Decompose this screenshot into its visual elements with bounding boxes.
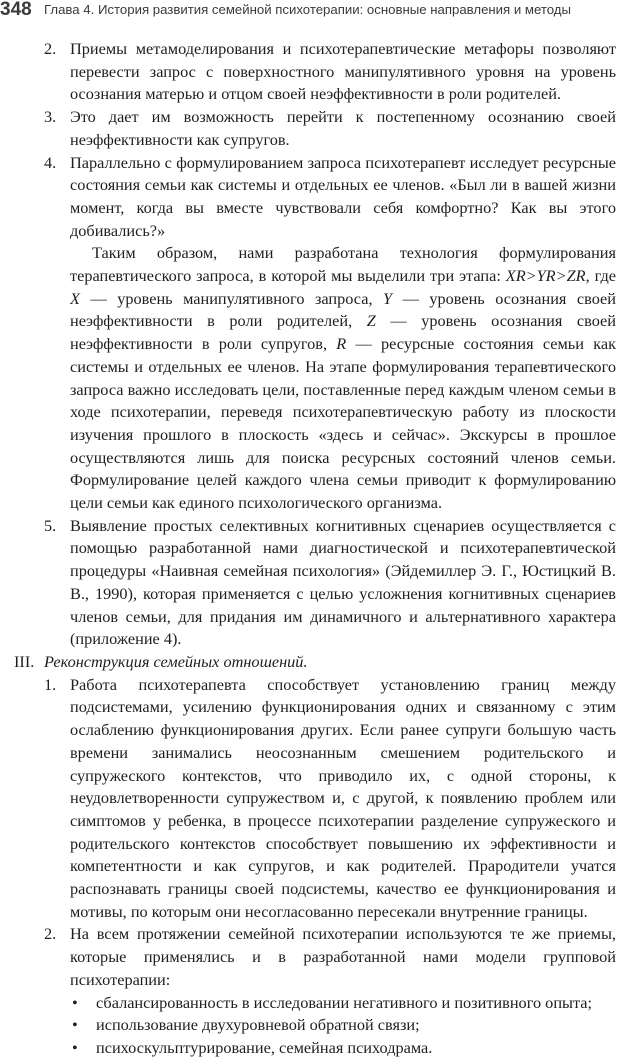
- var-r: R: [336, 334, 347, 354]
- para-text: — уровень манипулятивного запроса,: [79, 288, 384, 308]
- list-item: [0, 106, 616, 151]
- list-item: [0, 152, 616, 243]
- bullet-icon: •: [72, 992, 78, 1012]
- item-number: 3.: [44, 107, 57, 127]
- list-item: [0, 515, 616, 651]
- section-number: III.: [14, 651, 35, 671]
- item-number: 1.: [44, 674, 57, 694]
- section-title: Реконструкция семейных отношений.: [44, 651, 308, 671]
- page-header: [0, 0, 620, 22]
- item-number: 5.: [44, 515, 57, 535]
- item-text: Это дает им возможность перейти к постепенному осознанию своей неэффективности как супругов.: [70, 107, 616, 149]
- page-number: 348: [0, 0, 32, 20]
- para-text: , где: [585, 266, 616, 286]
- item-number: 2.: [44, 39, 57, 58]
- formula: XR>YR>ZR: [505, 266, 586, 286]
- para-text: Таким образом, нами разработана технология формулирования терапевтического запроса, в которой мы выделили три этапа:: [70, 243, 616, 286]
- summary-paragraph: [0, 242, 616, 514]
- running-title: Глава 4. История развития семейной психотерапии: основные направления и методы: [44, 2, 571, 17]
- bullet-item: [0, 1037, 616, 1060]
- bullet-text: использование двухуровневой обратной связи;: [96, 1015, 420, 1035]
- bullet-item: [0, 992, 616, 1015]
- bullet-icon: •: [72, 1015, 78, 1035]
- list-item: [0, 674, 616, 924]
- section-heading: [0, 651, 620, 674]
- bullet-text: психоскульптурирование, семейная психодрама.: [96, 1037, 433, 1057]
- page-body: [0, 38, 620, 1060]
- item-number: 4.: [44, 152, 57, 172]
- list-item: [0, 38, 616, 106]
- item-text: На всем протяжении семейной психотерапии используются те же приемы, которые применялись и в разработанной нами модели групповой психотерапии:: [70, 924, 616, 989]
- list-item: [0, 923, 616, 991]
- item-number: 2.: [44, 924, 57, 944]
- bullet-text: сбалансированность в исследовании негативного и позитивного опыта;: [96, 992, 593, 1012]
- bullet-item: [0, 1014, 616, 1037]
- var-y: Y: [383, 288, 393, 308]
- var-x: X: [70, 288, 80, 308]
- var-z: Z: [366, 311, 376, 331]
- item-text: Работа психотерапевта способствует установлению границ между подсистемами, усилению функционирования одних и связанному с этим ослаблению функционирования других. Если ранее супруги большую часть времени занимались неосознанным смешением родительского и супружеского контекстов, что приводило их, с одной стороны, к неудовлетворенности супружеством и, с другой, к появлению проблем или симптомов у ребенка, в процессе психотерапии разделение супружеского и родительского контекстов способствует повышению их эффективности и компетентности и как супругов, и как родителей. Прародители учатся распознавать границы своей подсистемы, качество ее функционирования и мотивы, по которым они несогласованно пересекали внутренние границы.: [70, 674, 616, 921]
- para-text: — ресурсные состояния семьи как системы и отдельных ее членов. На этапе формулирования терапевтического запроса важно исследовать цели, поставленные перед каждым членом семьи в ходе психотерапии, переведя психотерапевтическую работу из плоскости изучения прошлого в плоскость «здесь и сейчас». Экскурсы в прошлое осуществляются лишь для поиска ресурсных состояний членов семьи. Формулирование целей каждого члена семьи приводит к формулированию цели семьи как единого психологического организма.: [70, 334, 616, 513]
- para-text: — уровень осознания своей неэффективности в роли родителей,: [70, 288, 616, 331]
- item-text: Приемы метамоделирования и психотерапевтические метафоры позволяют перевести запрос с поверхностного манипулятивного уровня на уровень осознания матерью и отцом своей неэффективности в роли родителей.: [70, 39, 616, 104]
- bullet-icon: •: [72, 1037, 78, 1057]
- item-text: Выявление простых селективных когнитивных сценариев осуществляется с помощью разработанной нами диагностической и психотерапевтической процедуры «Наивная семейная психология» (Эйдемиллер Э. Г., Юстицкий В. В., 1990), которая применяется с целью усложнения когнитивных сценариев членов семьи, для придания им динамичного и альтернативного характера (приложение 4).: [70, 515, 616, 649]
- item-text: Параллельно с формулированием запроса психотерапевт исследует ресурсные состояния семьи как системы и отдельных ее членов. «Был ли в вашей жизни момент, когда вы вместе чувствовали себя комфортно? Как вы этого добивались?»: [70, 152, 616, 240]
- para-text: — уровень осознания своей неэффективности в роли супругов,: [70, 311, 616, 354]
